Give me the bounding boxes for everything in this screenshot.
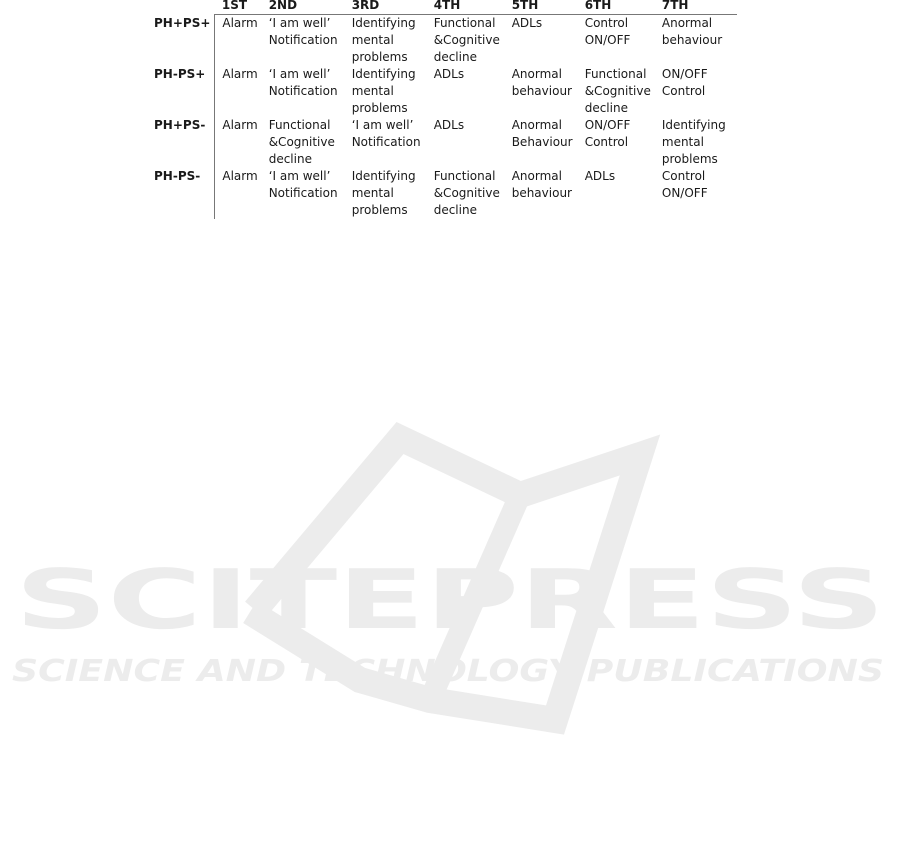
table-cell: Anormal behaviour — [511, 169, 572, 200]
table-cell: Functional &Cognitive decline — [433, 169, 500, 217]
header-3rd: 3RD — [345, 0, 427, 15]
header-corner — [150, 0, 215, 15]
table-row — [150, 66, 737, 117]
header-5th: 5TH — [505, 0, 578, 15]
table-cell: ON/OFF Control — [661, 67, 708, 98]
table-cell: Alarm — [222, 67, 258, 81]
table-cell: ‘I am well’ Notification — [268, 16, 338, 47]
table-cell: Alarm — [222, 169, 258, 183]
table-cell: Functional &Cognitive decline — [268, 118, 335, 166]
table-cell: Functional &Cognitive decline — [433, 16, 500, 64]
table-cell: Identifying mental problems — [661, 118, 726, 166]
table-cell: ADLs — [584, 169, 616, 183]
table-cell: Control ON/OFF — [661, 169, 708, 200]
row-label: PH-PS+ — [150, 66, 215, 117]
table-cell: ON/OFF Control — [584, 118, 631, 149]
row-label: PH+PS- — [150, 117, 215, 168]
header-row — [150, 0, 737, 15]
header-2nd: 2ND — [262, 0, 345, 15]
table-cell: ‘I am well’ Notification — [268, 67, 338, 98]
table-cell: Anormal behaviour — [661, 16, 723, 47]
header-4th: 4TH — [427, 0, 505, 15]
ranking-table — [150, 0, 737, 219]
table-cell: ADLs — [433, 118, 465, 132]
header-7th: 7TH — [655, 0, 737, 15]
row-label: PH+PS+ — [150, 15, 215, 67]
header-6th: 6TH — [578, 0, 655, 15]
table-cell: ADLs — [433, 67, 465, 81]
watermark-name: SCITEPRESS — [15, 553, 885, 648]
table-cell: Anormal Behaviour — [511, 118, 573, 149]
table-cell: ‘I am well’ Notification — [268, 169, 338, 200]
table-cell: ADLs — [511, 16, 543, 30]
table-cell: Identifying mental problems — [351, 67, 416, 115]
header-1st: 1ST — [215, 0, 262, 15]
table-cell: Identifying mental problems — [351, 169, 416, 217]
table-cell: Alarm — [222, 16, 258, 30]
row-label: PH-PS- — [150, 168, 215, 219]
table-cell: Functional &Cognitive decline — [584, 67, 651, 115]
table-row — [150, 117, 737, 168]
watermark-tagline: SCIENCE AND TECHNOLOGY PUBLICATIONS — [12, 654, 884, 689]
table-cell: Control ON/OFF — [584, 16, 631, 47]
table-cell: ‘I am well’ Notification — [351, 118, 421, 149]
table-row — [150, 15, 737, 67]
table-cell: Anormal behaviour — [511, 67, 572, 98]
table-row — [150, 168, 737, 219]
table-cell: Alarm — [222, 118, 258, 132]
table-cell: Identifying mental problems — [351, 16, 416, 64]
